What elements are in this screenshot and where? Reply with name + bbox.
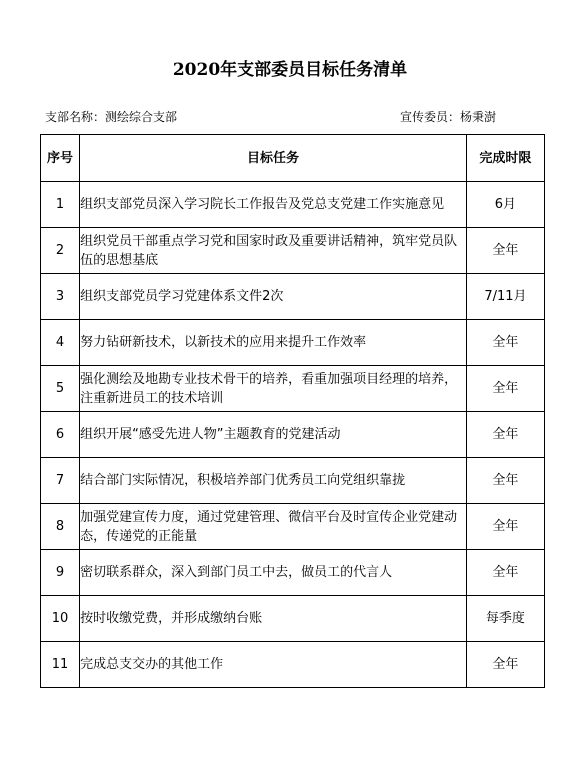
row-task-text: 组织党员干部重点学习党和国家时政及重要讲话精神，筑牢党员队伍的思想基底 xyxy=(80,233,458,268)
row-task xyxy=(80,320,467,366)
row-number: 10 xyxy=(41,596,80,642)
table-row xyxy=(41,412,545,458)
row-number: 5 xyxy=(41,366,80,412)
row-task xyxy=(80,596,467,642)
row-number: 8 xyxy=(41,504,80,550)
table-row xyxy=(41,642,545,688)
row-deadline: 全年 xyxy=(466,320,544,366)
row-task xyxy=(80,458,467,504)
row-number: 7 xyxy=(41,458,80,504)
table-row xyxy=(41,320,545,366)
table-row xyxy=(41,366,545,412)
row-task xyxy=(80,504,467,550)
row-task xyxy=(80,366,467,412)
row-task-text: 完成总支交办的其他工作 xyxy=(80,657,224,672)
row-deadline: 全年 xyxy=(466,550,544,596)
row-task xyxy=(80,642,467,688)
row-deadline: 每季度 xyxy=(466,596,544,642)
table-row xyxy=(41,274,545,320)
row-task-text: 组织支部党员深入学习院长工作报告及党总支党建工作实施意见 xyxy=(80,197,445,212)
table-row xyxy=(41,596,545,642)
row-task-text: 组织支部党员学习党建体系文件2次 xyxy=(80,289,284,304)
row-deadline: 全年 xyxy=(466,366,544,412)
table-row xyxy=(41,504,545,550)
row-task xyxy=(80,228,467,274)
table-row xyxy=(41,458,545,504)
table-row xyxy=(41,182,545,228)
table-row xyxy=(41,228,545,274)
row-deadline: 全年 xyxy=(466,642,544,688)
row-task xyxy=(80,412,467,458)
header-deadline: 完成时限 xyxy=(466,135,544,182)
row-deadline: 全年 xyxy=(466,412,544,458)
row-number: 1 xyxy=(41,182,80,228)
row-number: 11 xyxy=(41,642,80,688)
branch-name-label: 支部名称：测绘综合支部 xyxy=(45,110,178,124)
row-task-text: 组织开展“感受先进人物”主题教育的党建活动 xyxy=(80,427,341,442)
row-deadline: 7/11月 xyxy=(466,274,544,320)
header-number: 序号 xyxy=(41,135,80,182)
row-number: 2 xyxy=(41,228,80,274)
row-deadline: 全年 xyxy=(466,458,544,504)
row-deadline: 6月 xyxy=(466,182,544,228)
header-task: 目标任务 xyxy=(80,135,467,182)
row-task-text: 努力钻研新技术，以新技术的应用来提升工作效率 xyxy=(80,335,367,350)
task-table xyxy=(40,134,545,688)
row-task-text: 加强党建宣传力度，通过党建管理、微信平台及时宣传企业党建动态，传递党的正能量 xyxy=(80,509,458,544)
row-number: 9 xyxy=(41,550,80,596)
row-number: 4 xyxy=(41,320,80,366)
row-task-text: 密切联系群众，深入到部门员工中去，做员工的代言人 xyxy=(80,565,393,580)
row-deadline: 全年 xyxy=(466,504,544,550)
row-number: 3 xyxy=(41,274,80,320)
row-task xyxy=(80,550,467,596)
table-header-row xyxy=(41,135,545,182)
row-task xyxy=(80,274,467,320)
row-number: 6 xyxy=(41,412,80,458)
commissioner-label: 宣传委员：杨秉澍 xyxy=(400,110,497,124)
row-deadline: 全年 xyxy=(466,228,544,274)
row-task-text: 结合部门实际情况，积极培养部门优秀员工向党组织靠拢 xyxy=(80,473,406,488)
row-task-text: 按时收缴党费，并形成缴纳台账 xyxy=(80,611,263,626)
page-title: 2020年支部委员目标任务清单 xyxy=(172,60,408,80)
row-task-text: 强化测绘及地勘专业技术骨干的培养，看重加强项目经理的培养，注重新进员工的技术培训 xyxy=(80,371,458,406)
table-row xyxy=(41,550,545,596)
row-task xyxy=(80,182,467,228)
